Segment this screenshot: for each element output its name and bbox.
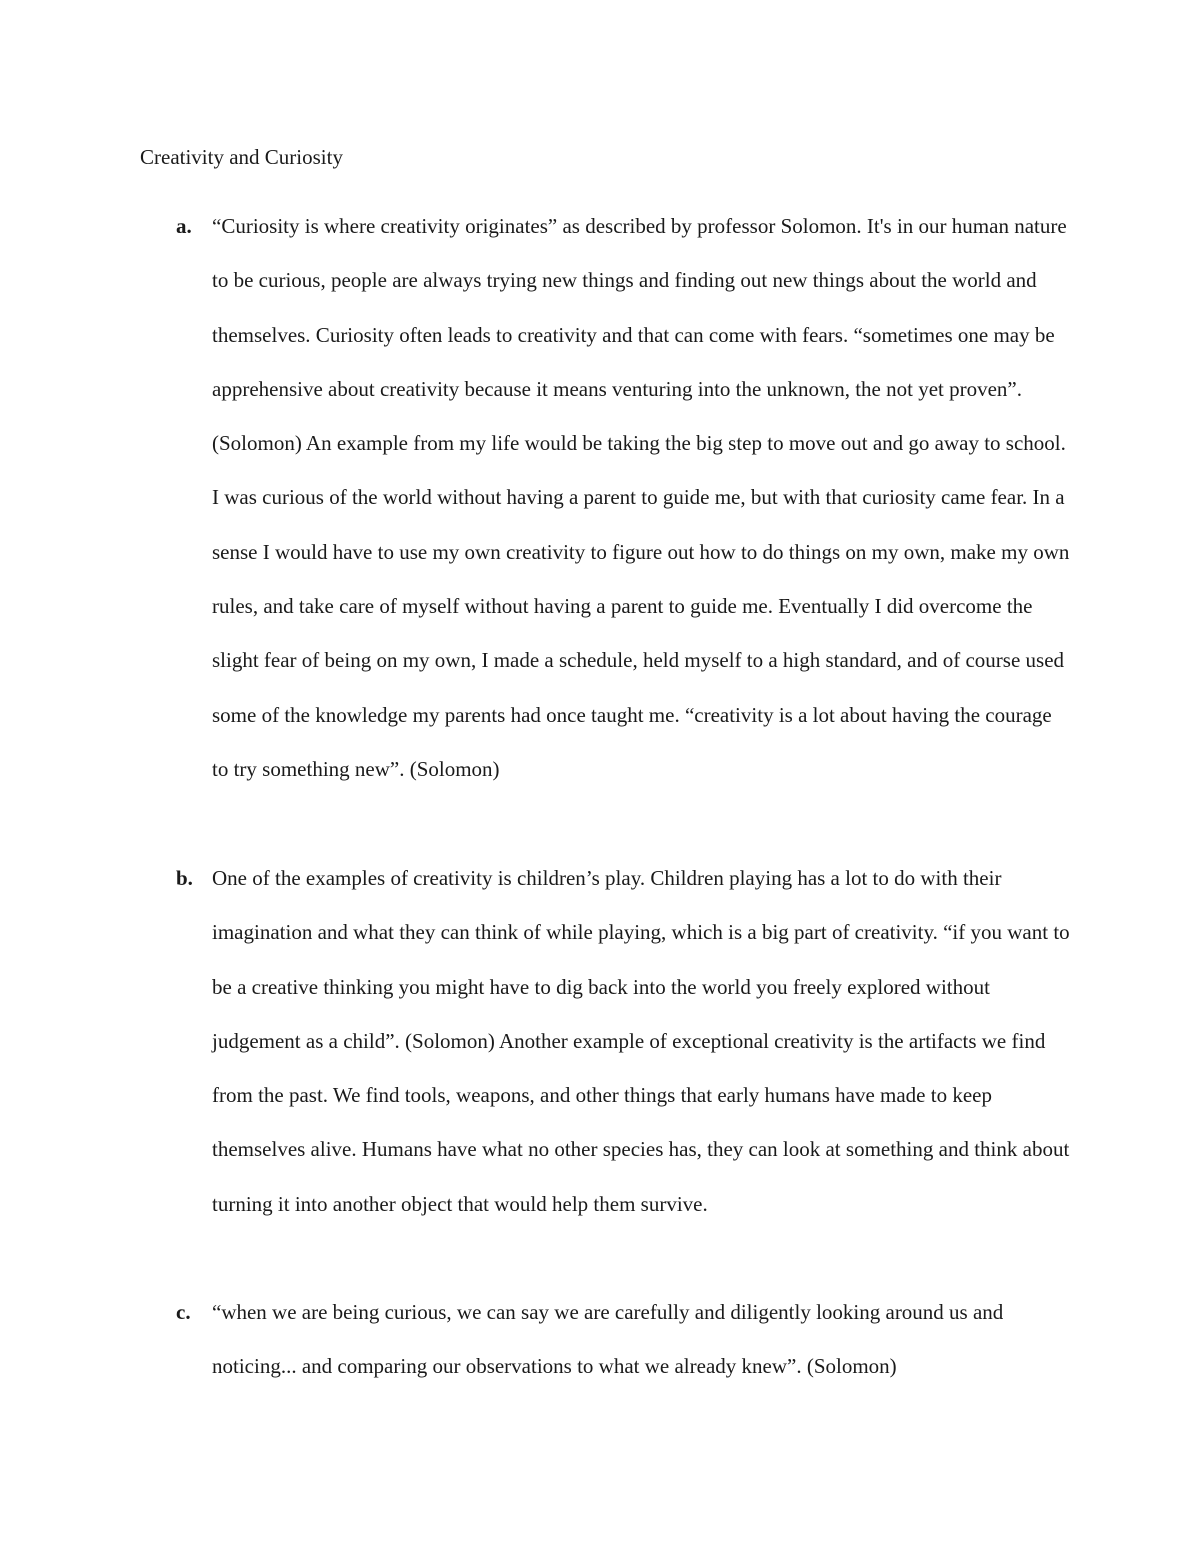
- list-item-a-text: “Curiosity is where creativity originates” as described by professor Solomon. It's in our human nature to be curious, people are always trying new things and finding out new things about the world and themselves. Curiosity often leads to creativity and that can come with fears. “sometimes one may be apprehensive about creativity because it means venturing into the unknown, the not yet proven”. (Solomon) An example from my life would be taking the big step to move out and go away to school. I was curious of the world without having a parent to guide me, but with that curiosity came fear. In a sense I would have to use my own creativity to figure out how to do things on my own, make my own rules, and take care of myself without having a parent to guide me. Eventually I did overcome the slight fear of being on my own, I made a schedule, held myself to a high standard, and of course used some of the knowledge my parents had once taught me. “creativity is a lot about having the courage to try something new”. (Solomon): [212, 214, 1070, 781]
- list-marker-c: c.: [176, 1300, 191, 1324]
- list-item-c-text: “when we are being curious, we can say we are carefully and diligently looking around us and noticing... and comparing our observations to what we already knew”. (Solomon): [212, 1300, 1004, 1379]
- list-item-b-text: One of the examples of creativity is children’s play. Children playing has a lot to do with their imagination and what they can think of while playing, which is a big part of creativity. “if you want to be a creative thinking you might have to dig back into the world you freely explored without judgement as a child”. (Solomon) Another example of exceptional creativity is the artifacts we find from the past. We find tools, weapons, and other things that early humans have made to keep themselves alive. Humans have what no other species has, they can look at something and think about turning it into another object that would help them survive.: [212, 866, 1070, 1216]
- list-marker-b: b.: [176, 866, 193, 890]
- list-item-b: [140, 851, 1070, 1231]
- list-marker-a: a.: [176, 214, 192, 238]
- list-item-c: [140, 1285, 1070, 1394]
- list-item-a: [140, 199, 1070, 796]
- document-title: Creativity and Curiosity: [140, 145, 343, 169]
